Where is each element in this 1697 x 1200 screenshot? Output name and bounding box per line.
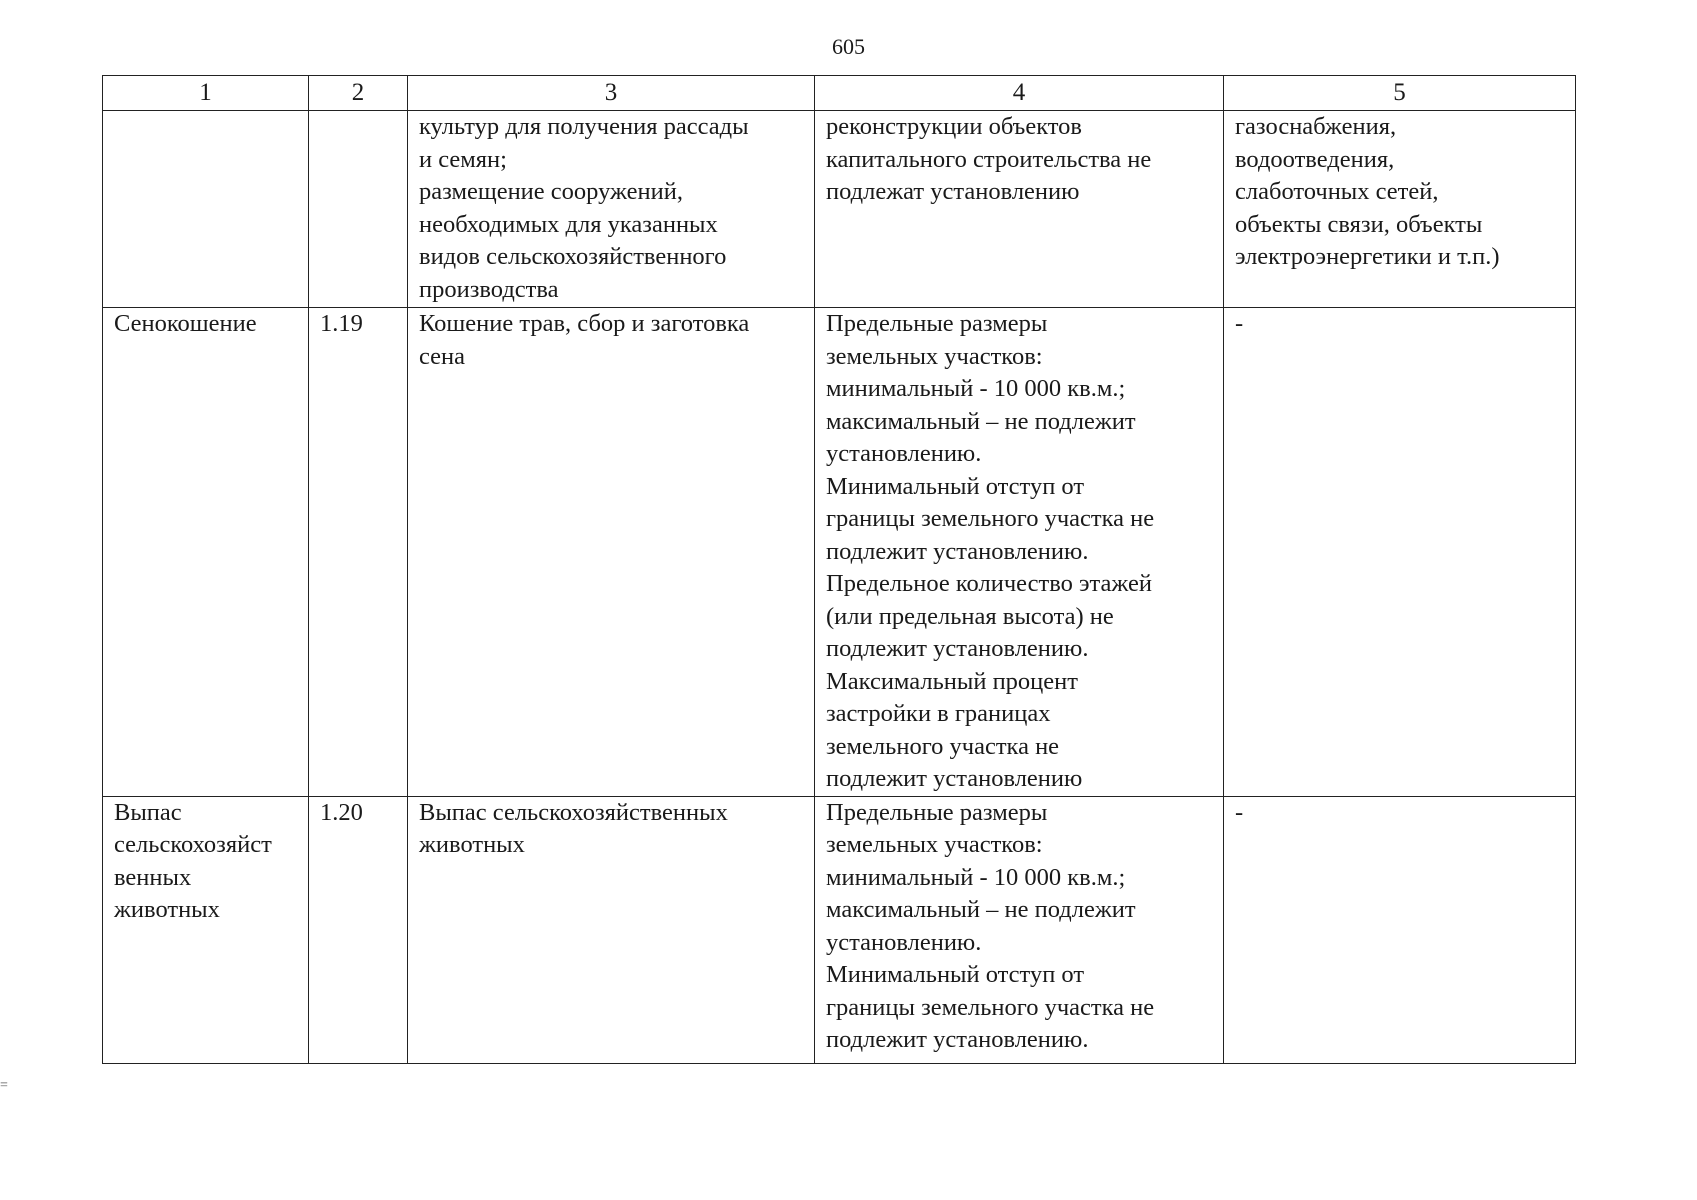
cell-text-line: слаботочных сетей, <box>1235 178 1439 205</box>
cell-text-line: видов сельскохозяйственного <box>419 243 727 270</box>
restrictions-cell <box>1224 796 1576 1063</box>
cell-text-line: размещение сооружений, <box>419 178 683 205</box>
description-cell <box>408 308 815 797</box>
zoning-regulations-table <box>102 75 1576 1064</box>
cell-text-line: Максимальный процент <box>826 667 1078 695</box>
cell-text-line: подлежит установлению. <box>826 537 1089 565</box>
cell-text-line: границы земельного участка не <box>826 505 1155 532</box>
parameters-cell <box>815 796 1224 1063</box>
cell-text-line: водоотведения, <box>1235 145 1395 173</box>
cell-text-line: необходимых для указанных <box>419 210 718 238</box>
cell-text-line: земельных участков: <box>826 342 1043 370</box>
cell-text-line: земельных участков: <box>826 831 1043 858</box>
cell-text-line: капитального строительства не <box>826 145 1152 173</box>
cell-text-line: застройки в границах <box>826 700 1051 727</box>
cell-text-line: Сенокошение <box>114 310 257 337</box>
cell-text-line: животных <box>114 896 220 923</box>
description-cell <box>408 796 815 1063</box>
cell-text-line: производства <box>419 275 559 303</box>
cell-text-line: максимальный – не подлежит <box>826 896 1136 923</box>
cell-text-line: Предельные размеры <box>826 798 1048 826</box>
cell-text-line: Выпас сельскохозяйственных <box>419 798 728 826</box>
land-use-type-cell <box>103 308 309 797</box>
cell-text-line: Кошение трав, сбор и заготовка <box>419 310 750 337</box>
cell-text-line: подлежит установлению <box>826 765 1083 792</box>
restrictions-cell <box>1224 308 1576 797</box>
column-header: 1 <box>103 76 309 111</box>
table-row <box>103 111 1576 308</box>
parameters-cell <box>815 111 1224 308</box>
cell-text-line: и семян; <box>419 145 507 173</box>
cell-text-line: культур для получения рассады <box>419 113 749 140</box>
cell-text-line: Предельные размеры <box>826 310 1048 337</box>
cell-text-line: Выпас <box>114 798 182 826</box>
cell-text-line: установлению. <box>826 928 982 956</box>
table-header-row <box>103 76 1576 111</box>
cell-text-line: сельскохозяйст <box>114 831 272 858</box>
cell-text-line: границы земельного участка не <box>826 993 1155 1021</box>
cell-text-line: подлежит установлению. <box>826 635 1089 662</box>
column-header: 2 <box>309 76 408 111</box>
cell-text-line: венных <box>114 863 192 891</box>
land-use-type-cell <box>103 111 309 308</box>
table-row <box>103 796 1576 1063</box>
restrictions-cell <box>1224 111 1576 308</box>
code-cell <box>309 308 408 797</box>
description-cell <box>408 111 815 308</box>
page-number: 605 <box>832 34 865 59</box>
cell-text-line: реконструкции объектов <box>826 113 1082 140</box>
column-header: 4 <box>815 76 1224 111</box>
cell-text-line: (или предельная высота) не <box>826 602 1114 630</box>
margin-mark: = <box>0 1078 8 1093</box>
cell-text-line: сена <box>419 342 466 370</box>
cell-text-line: Предельное количество этажей <box>826 570 1152 597</box>
parameters-cell <box>815 308 1224 797</box>
code-cell <box>309 796 408 1063</box>
cell-text-line: объекты связи, объекты <box>1235 210 1483 238</box>
cell-text-line: - <box>1235 798 1244 826</box>
cell-text-line: животных <box>419 831 525 858</box>
cell-text-line: - <box>1235 310 1244 337</box>
cell-text-line: электроэнергетики и т.п.) <box>1235 243 1500 270</box>
table-row <box>103 308 1576 797</box>
cell-text-line: 1.20 <box>320 798 363 826</box>
cell-text-line: подлежат установлению <box>826 178 1080 205</box>
cell-text-line: Минимальный отступ от <box>826 961 1085 988</box>
cell-text-line: подлежит установлению. <box>826 1026 1089 1053</box>
land-use-type-cell <box>103 796 309 1063</box>
cell-text-line: 1.19 <box>320 310 363 337</box>
column-header: 5 <box>1224 76 1576 111</box>
cell-text-line: максимальный – не подлежит <box>826 407 1136 435</box>
cell-text-line: минимальный - 10 000 кв.м.; <box>826 863 1126 891</box>
code-cell <box>309 111 408 308</box>
cell-text-line: газоснабжения, <box>1235 113 1397 140</box>
cell-text-line: установлению. <box>826 440 982 467</box>
cell-text-line: земельного участка не <box>826 732 1060 760</box>
cell-text-line: минимальный - 10 000 кв.м.; <box>826 375 1126 402</box>
cell-text-line: Минимальный отступ от <box>826 472 1085 500</box>
column-header: 3 <box>408 76 815 111</box>
